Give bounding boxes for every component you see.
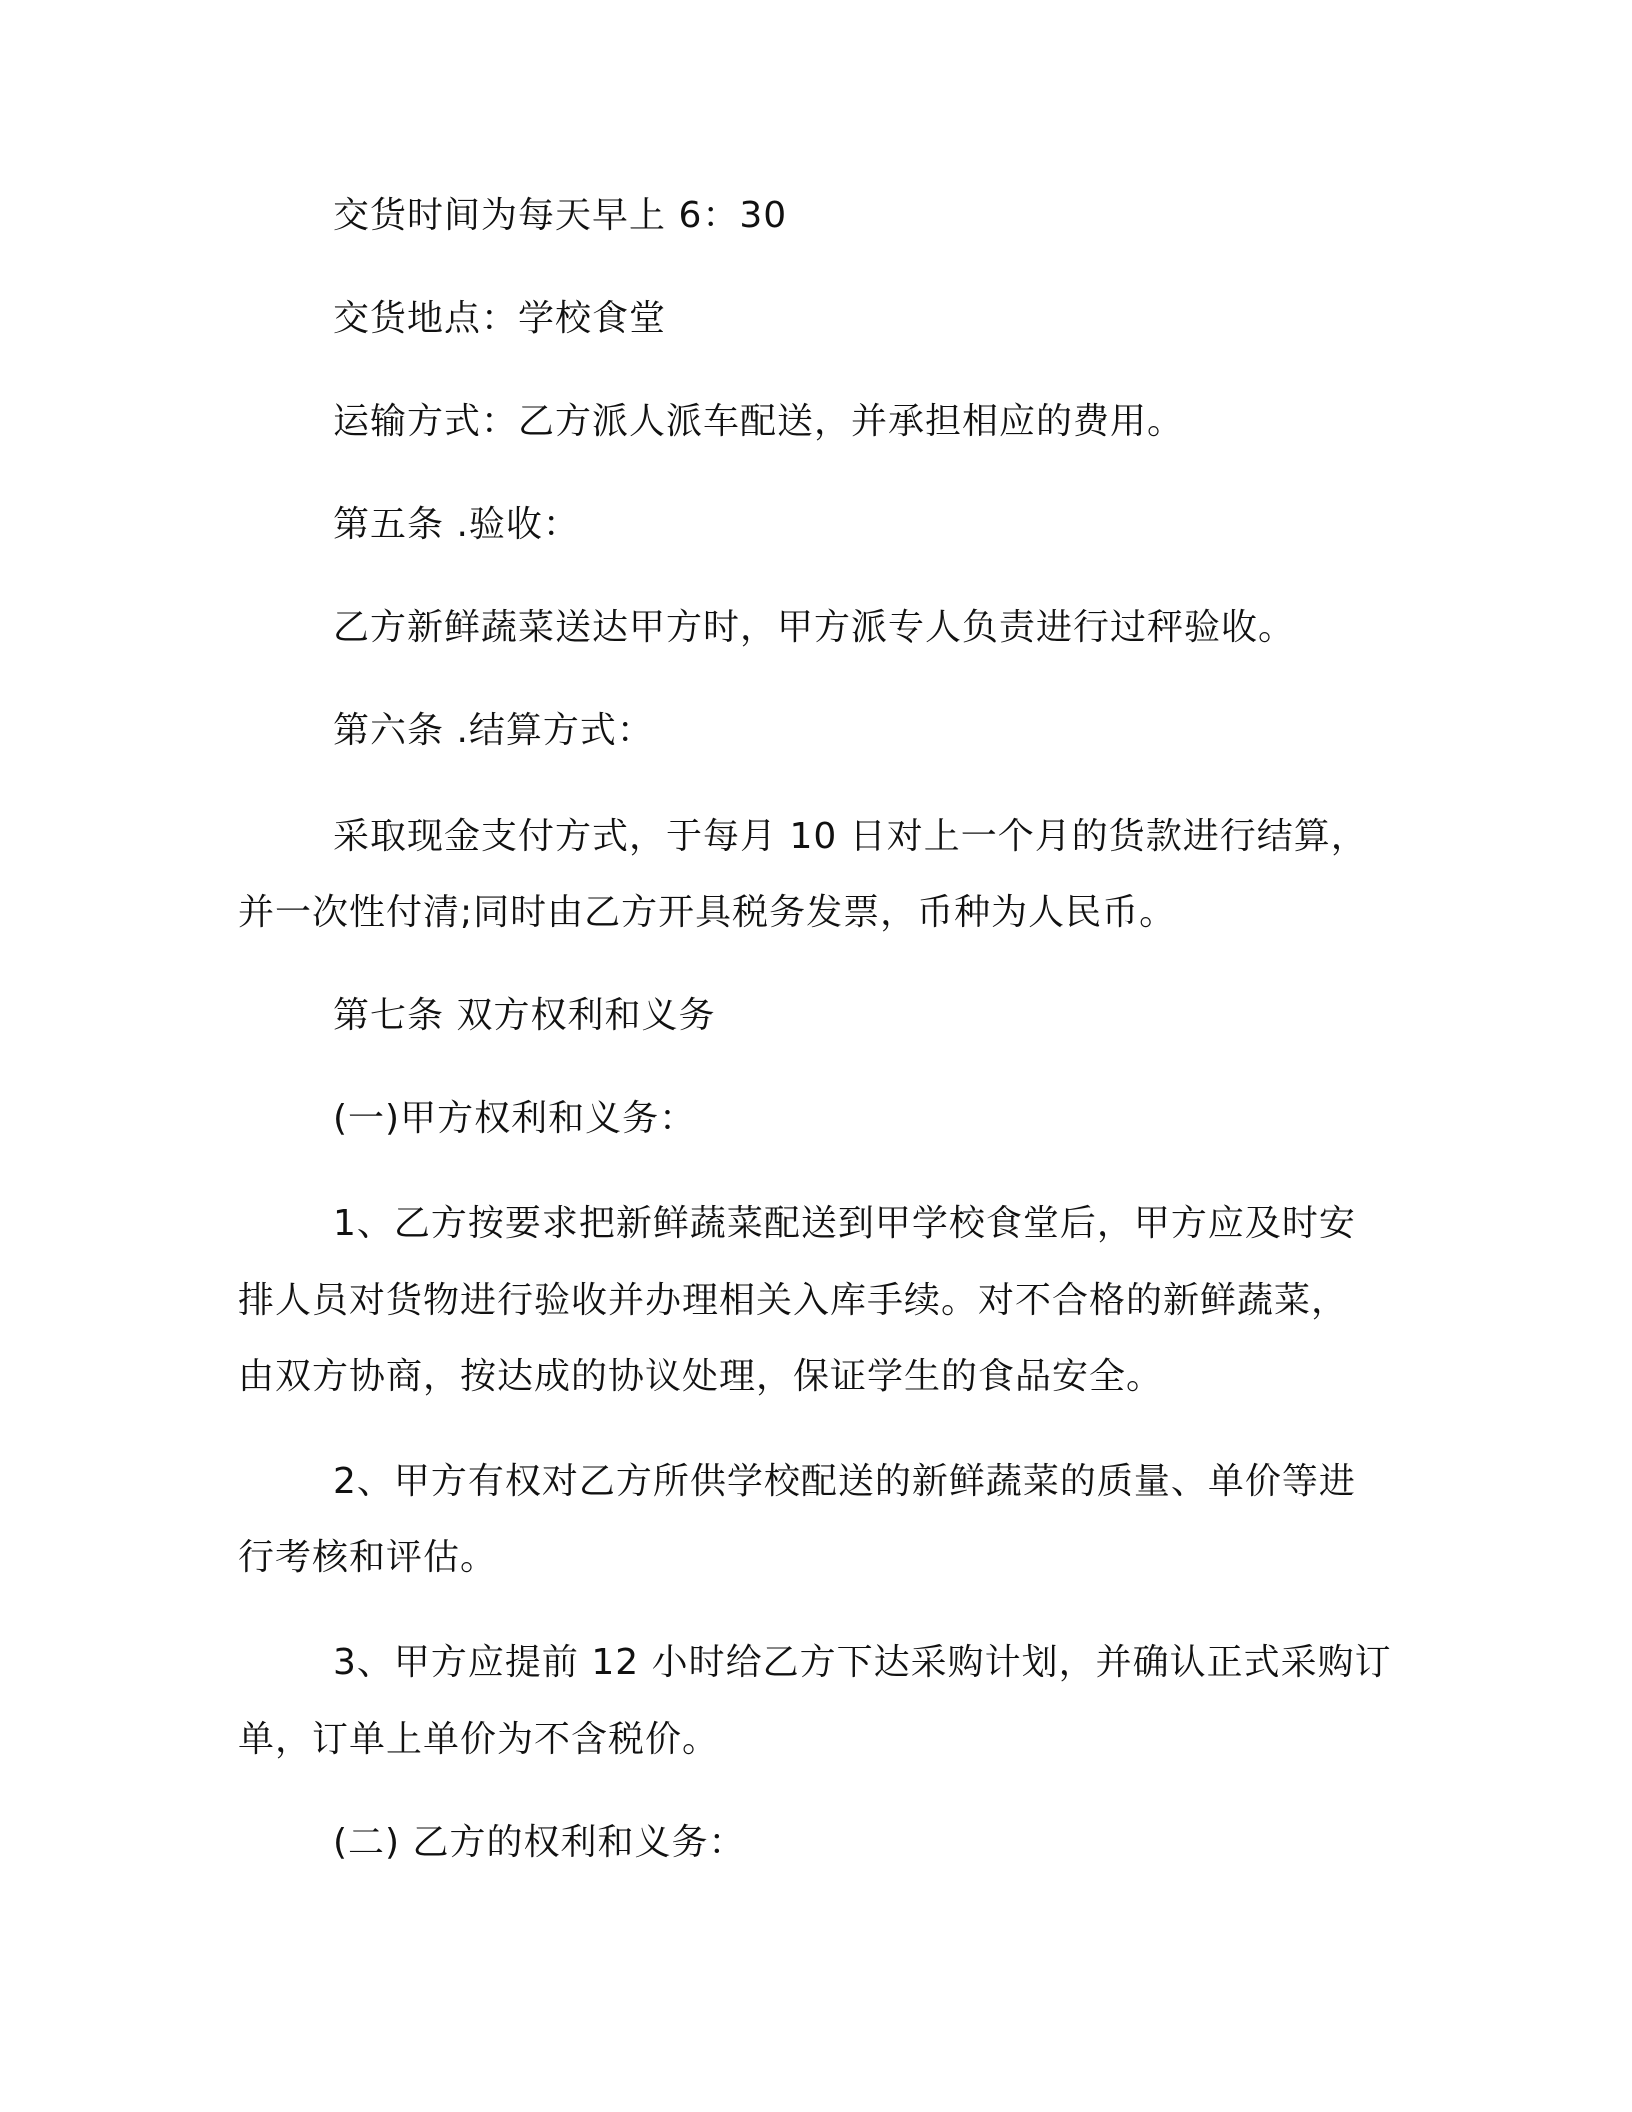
clause-2-line-1: 2、甲方有权对乙方所供学校配送的新鲜蔬菜的质量、单价等进 <box>333 1461 1356 1502</box>
clause-3-line-2: 单，订单上单价为不含税价。 <box>238 1719 720 1760</box>
clause-2-line-2: 行考核和评估。 <box>238 1537 498 1578</box>
clause-1-line-1: 1、乙方按要求把新鲜蔬菜配送到甲学校食堂后，甲方应及时安 <box>333 1203 1356 1244</box>
transport-method-line: 运输方式：乙方派人派车配送，并承担相应的费用。 <box>333 401 1185 442</box>
clause-3-line-1: 3、甲方应提前 12 小时给乙方下达采购计划，并确认正式采购订 <box>333 1642 1392 1683</box>
delivery-location-line: 交货地点：学校食堂 <box>333 298 667 339</box>
clause-1-line-3: 由双方协商，按达成的协议处理，保证学生的食品安全。 <box>238 1356 1164 1397</box>
delivery-time-line: 交货时间为每天早上 6：30 <box>333 195 788 236</box>
clause-1-line-2: 排人员对货物进行验收并办理相关入库手续。对不合格的新鲜蔬菜， <box>238 1280 1349 1321</box>
article-5-heading: 第五条 .验收： <box>333 504 580 545</box>
party-b-subheading: (二) 乙方的权利和义务： <box>333 1822 746 1863</box>
article-7-heading: 第七条 双方权利和义务 <box>333 995 716 1036</box>
party-a-subheading: (一)甲方权利和义务： <box>333 1098 697 1139</box>
settlement-paragraph-line-1: 采取现金支付方式，于每月 10 日对上一个月的货款进行结算， <box>333 816 1368 857</box>
acceptance-paragraph: 乙方新鲜蔬菜送达甲方时，甲方派专人负责进行过秤验收。 <box>333 607 1296 648</box>
settlement-paragraph-line-2: 并一次性付清;同时由乙方开具税务发票，币种为人民币。 <box>238 892 1177 933</box>
article-6-heading: 第六条 .结算方式： <box>333 710 654 751</box>
